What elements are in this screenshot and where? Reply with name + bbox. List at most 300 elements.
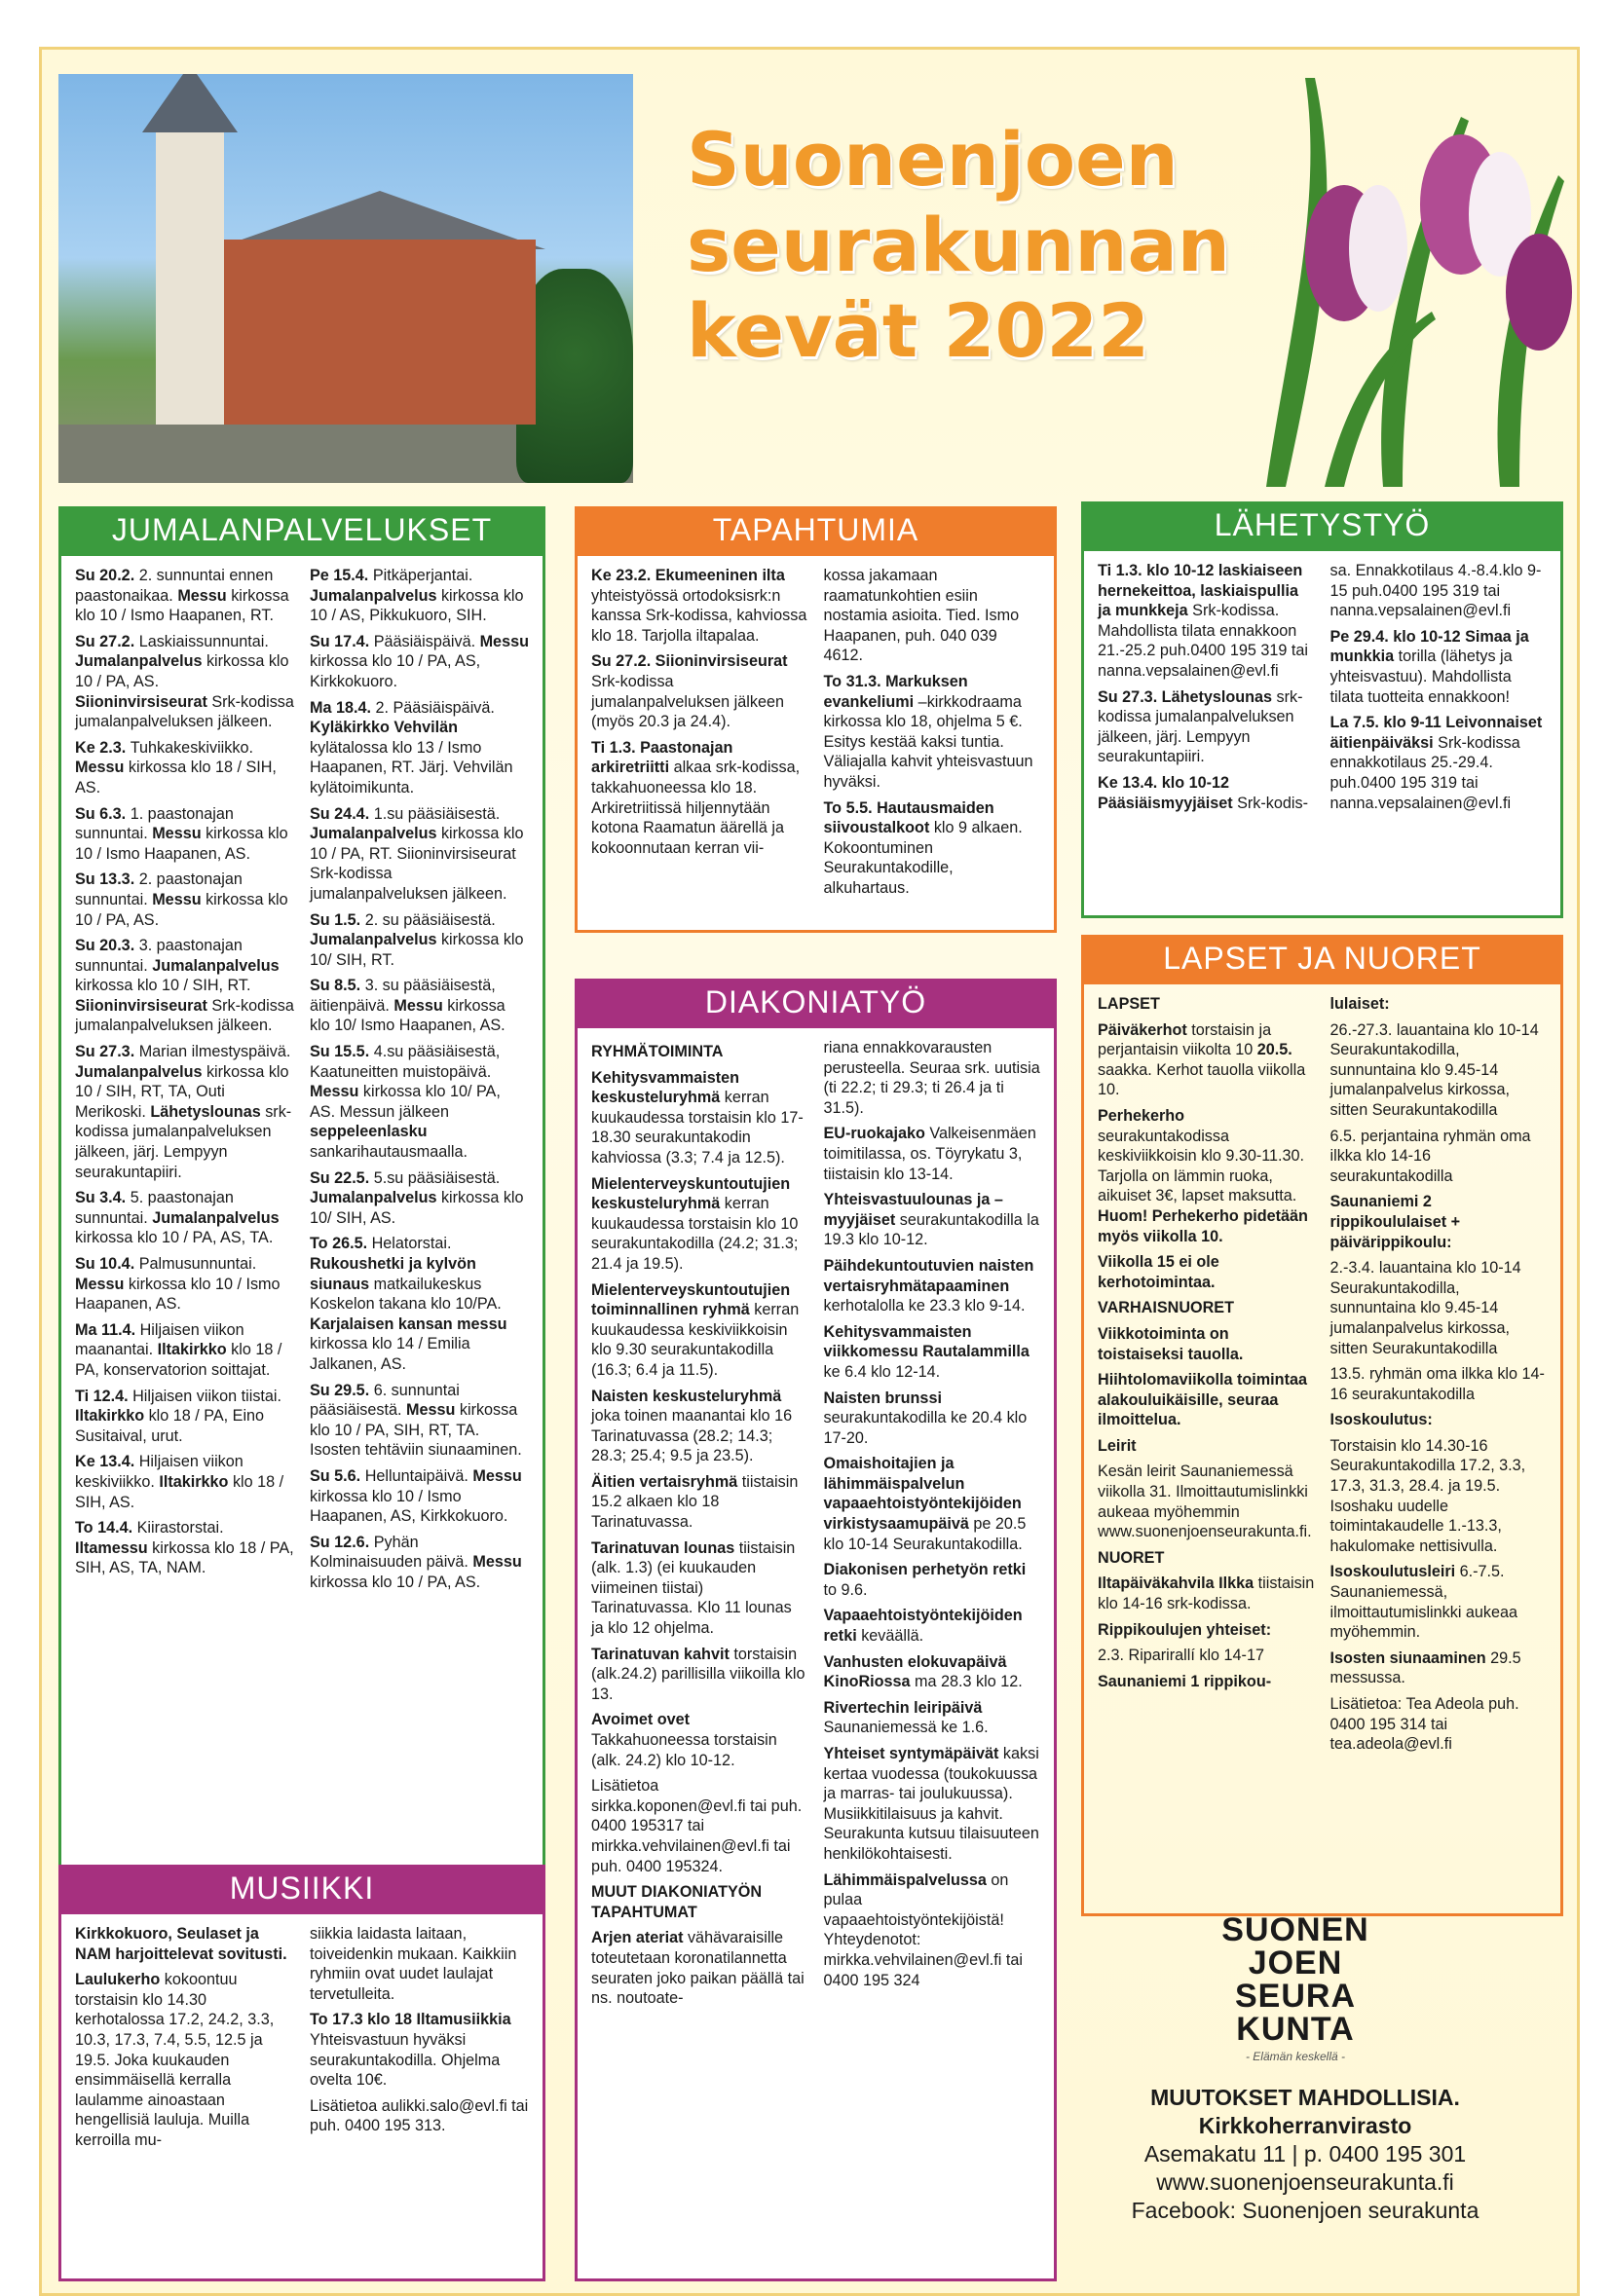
entry-text: kokoontuu torstaisin klo 14.30 kerhotalossa 17.2, 24.2, 3.3, 10.3, 17.3, 7.4, 5.5, 12.5 ja 19.5. Joka kuukauden ensimmäisellä kerralla laulamme ainoastaan hengellisiä lauluja. Muilla kerroilla mu- <box>75 1971 275 2149</box>
entry-bold: Iltakirkko <box>159 1472 229 1491</box>
entry <box>1098 1462 1315 1541</box>
entry-text: 2. sunnuntai ennen paastonaikaa. <box>75 567 274 605</box>
entry-text: tiistaisin 15.2 alkaen klo 18 Tarinatuvassa. <box>591 1472 799 1532</box>
section-tapahtumia <box>575 506 1057 933</box>
entry-bold: Lähimmäispalvelussa <box>823 1870 987 1889</box>
entry-text: klo 18 / SIH, AS. <box>75 1472 284 1511</box>
entry <box>1098 1574 1315 1613</box>
entry <box>824 1744 1041 1865</box>
entry-text: kirkossa klo 10 / Ismo Haapanen, AS. <box>75 1275 281 1314</box>
entry-text: kirkossa klo 14 / Emilia Jalkanen, AS. <box>310 1335 470 1373</box>
entry-text: torilla (lähetys ja yhteisvastuu). Mahdollista tilata tuotteita ennakkoon! <box>1329 648 1513 706</box>
entry <box>1098 1324 1315 1364</box>
entry <box>824 1256 1041 1316</box>
entry <box>310 976 529 1036</box>
entry-bold: Su 12.6. <box>310 1533 374 1551</box>
entry <box>1330 1436 1548 1557</box>
entry-bold: Messu <box>310 1083 359 1101</box>
entry-text: tiistaisin klo 14-16 srk-kodissa. <box>1098 1574 1315 1613</box>
entry <box>75 1387 294 1447</box>
entry-bold: Hiihtolomaviikolla toimintaa alakouluikäisille, seuraa ilmoittelua. <box>1098 1371 1307 1429</box>
entry-bold: Su 27.3. Lähetyslounas <box>1098 687 1273 706</box>
entry-bold: Viikkotoiminta on toistaiseksi tauolla. <box>1098 1324 1244 1363</box>
column-2 <box>824 566 1041 905</box>
entry <box>591 738 808 859</box>
footer-website-link[interactable]: www.suonenjoenseurakunta.fi <box>1156 2169 1454 2195</box>
entry-text: keväällä. <box>856 1627 924 1646</box>
entry-text: kerhotalolla ke 23.3 klo 9-14. <box>823 1297 1026 1315</box>
logo-line-2: JOEN <box>1248 1944 1343 1981</box>
entry-bold: Iltakirkko <box>75 1407 145 1426</box>
section-title: MUSIIKKI <box>58 1865 545 1911</box>
entry-text: siikkia laidasta laitaan, toiveidenkin mukaan. Kaikkiin ryhmiin ovat uudet laulajat tervetulleita. <box>310 1925 517 2003</box>
entry-bold: Messu <box>75 759 125 777</box>
entry <box>591 1174 808 1275</box>
entry-bold: Messu <box>479 632 529 650</box>
entry-text: sankarihautausmaalla. <box>310 1143 468 1162</box>
entry-bold: Tarinatuvan kahvit <box>591 1645 730 1663</box>
entry-text: seurakuntakodilla ke 20.4 klo 17-20. <box>823 1409 1028 1447</box>
entry-bold: Su 24.4. <box>310 804 374 823</box>
entry <box>1330 1694 1548 1755</box>
entry-bold: To 17.3 klo 18 Iltamusiikkia <box>310 2011 511 2029</box>
entry-text: Srk-kodissa jumalanpalveluksen jälkeen. <box>75 692 294 731</box>
entry-text: Srk-kodissa jumalanpalveluksen jälkeen (myös 20.3 ja 24.4). <box>591 672 784 731</box>
entry-text: Pääsiäispäivä. <box>373 632 480 650</box>
entry <box>1330 1127 1548 1187</box>
entry-text: Marian ilmestyspäivä. <box>138 1043 291 1061</box>
entry-bold: Ma 18.4. <box>310 698 376 717</box>
entry-text: srk-kodissa jumalanpalveluksen jälkeen, järj. Lempyyn seurakuntapiiri. <box>75 1102 292 1181</box>
entry-text: yhteistyössä ortodoksisrk:n kanssa Srk-kodissa, kahviossa klo 18. Tarjolla iltapalaa. <box>591 586 807 645</box>
entry-text: 6.-7.5. Saunaniemessä, ilmoittautumislinkki aukeaa myöhemmin. <box>1329 1563 1518 1642</box>
entry-text: klo 18 / PA, konservatorion soittajat. <box>75 1341 282 1379</box>
entry <box>1330 1648 1548 1688</box>
entry-text: kirkossa klo 10 / SIH, RT, TA, Outi Merikoski. <box>75 1062 289 1121</box>
entry <box>310 1234 529 1374</box>
entry-bold: Saunaniemi 2 rippikoululaiset + päivärippikoulu: <box>1329 1193 1461 1251</box>
entry-bold: Kehitysvammaisten keskusteluryhmä <box>591 1068 740 1107</box>
entry-bold: Rukoushetki ja kylvön siunaus <box>310 1255 476 1293</box>
entry-text: kirkossa klo 10/ SIH, RT. <box>310 931 524 969</box>
entry-text: Kiirastorstai. <box>136 1519 224 1537</box>
entry <box>1098 1252 1315 1292</box>
entry <box>824 566 1041 666</box>
entry-text: Kesän leirit Saunaniemessä viikolla 31. Ilmoittautumislinkki aukeaa myöhemmin www.suonenjoenseurakunta.fi. <box>1098 1463 1312 1541</box>
entry <box>310 910 529 971</box>
page-title <box>687 117 1232 374</box>
entry-text: pe 20.5 klo 10-14 Seurakuntakodilla. <box>823 1515 1027 1553</box>
entry-bold: Su 3.4. <box>75 1189 131 1207</box>
entry <box>75 1188 294 1248</box>
entry-bold: LAPSET <box>1098 995 1160 1013</box>
section-jumalanpalvelukset <box>58 506 545 1892</box>
entry-text: 6.5. perjantaina ryhmän oma ilkka klo 14-16 seurakuntakodilla <box>1329 1127 1531 1185</box>
entry-bold: Kirkkokuoro, Seulaset ja NAM harjoittelevat sovitusti. <box>75 1925 287 1963</box>
entry <box>75 1924 294 1964</box>
entry-bold: NUORET <box>1098 1548 1165 1567</box>
entry <box>591 1538 808 1639</box>
entry <box>310 1466 529 1527</box>
entry-text: 29.5 messussa. <box>1329 1648 1521 1687</box>
entry-bold: Jumalanpalvelus <box>75 652 203 671</box>
entry-text: Palmusunnuntai. <box>138 1255 257 1273</box>
section-musiikki <box>58 1865 545 2281</box>
entry-bold: Su 1.5. <box>310 910 365 929</box>
entry-text: Srk-kodissa jumalanpalveluksen jälkeen. <box>75 996 294 1035</box>
entry-text: Tuhkakeskiviikko. <box>130 738 253 757</box>
entry <box>310 1042 529 1163</box>
column-1 <box>591 1068 808 1877</box>
entry-text: torstaisin (alk.24.2) parillisilla viikoilla klo 13. <box>591 1645 805 1703</box>
entry-bold: Su 20.3. <box>75 937 139 955</box>
entry-text: vähävaraisille toteutetaan koronatilannetta seuraten joko paikan päällä tai ns. noutoate- <box>591 1929 805 2008</box>
entry <box>310 1924 529 2004</box>
entry <box>1098 994 1315 1015</box>
entry <box>1330 1410 1548 1430</box>
entry <box>1098 773 1315 813</box>
entry <box>1098 1548 1315 1569</box>
entry-bold: Su 6.3. <box>75 804 131 823</box>
entry <box>1330 1258 1548 1358</box>
entry-bold: Pe 29.4. klo 10-12 Simaa ja munkkia <box>1329 627 1529 666</box>
entry <box>1098 1298 1315 1318</box>
entry-text: Lisätietoa aulikki.salo@evl.fi tai puh. 0400 195 313. <box>310 2096 529 2135</box>
logo-line-1: SUONEN <box>1221 1911 1369 1948</box>
entry <box>824 1454 1041 1554</box>
entry <box>1330 1364 1548 1404</box>
column-1 <box>75 1924 294 2157</box>
footer-notice: MUUTOKSET MAHDOLLISIA. <box>1150 2085 1460 2110</box>
footer-facebook: Facebook: Suonenjoen seurakunta <box>1131 2198 1479 2223</box>
crocus-flowers-image <box>1208 58 1578 487</box>
entry-bold: Tarinatuvan lounas <box>591 1538 735 1557</box>
entry-text: saakka. Kerhot tauolla viikolla 10. <box>1098 1060 1306 1099</box>
entry-text: Hiljaisen viikon maanantai. <box>75 1320 244 1359</box>
entry-bold: Arjen ateriat <box>591 1929 684 1947</box>
entry-bold: Jumalanpalvelus <box>310 586 437 605</box>
entry-bold: La 7.5. klo 9-11 Leivonnaiset äitienpäiväksi <box>1329 714 1543 752</box>
column-1 <box>1098 561 1315 819</box>
entry-text: 4.su pääsiäisestä, Kaatuneitten muistopäivä. <box>310 1043 501 1081</box>
column-1-b <box>591 1928 808 2008</box>
entry <box>75 632 294 732</box>
entry-text: Saunaniemessä ke 1.6. <box>823 1719 989 1737</box>
contact-footer <box>1110 2084 1500 2225</box>
entry <box>824 1190 1041 1250</box>
entry-text: torstaisin ja perjantaisin viikolta 10 <box>1098 1020 1272 1059</box>
entry-bold: Jumalanpalvelus <box>310 931 437 949</box>
entry-text: kirkossa klo 10 / Ismo Haapanen, RT. <box>75 586 289 625</box>
entry <box>824 672 1041 793</box>
title-line-1: Suonenjoen <box>687 116 1179 203</box>
entry-bold: Su 29.5. <box>310 1381 374 1399</box>
entry-bold: Iltamessu <box>75 1538 148 1557</box>
entry-bold: Su 27.3. <box>75 1043 139 1061</box>
entry-bold: Mielenterveyskuntoutujien keskusteluryhmä <box>591 1174 791 1213</box>
entry <box>1330 561 1548 621</box>
entry <box>310 698 529 798</box>
entry <box>75 804 294 865</box>
entry-text: kylätalossa klo 13 / Ismo Haapanen, RT. Järj. Vehvilän kylätoimikunta. <box>310 738 513 796</box>
subheading-ryhmatoiminta: RYHMÄTOIMINTA <box>591 1043 724 1060</box>
entry-text: 5. paastonajan sunnuntai. <box>75 1189 234 1227</box>
entry-bold: Jumalanpalvelus <box>310 1189 437 1207</box>
entry <box>824 1038 1041 1118</box>
entry-text: kirkossa klo 10/ SIH, AS. <box>310 1189 524 1227</box>
entry-text: 3. su pääsiäisestä, äitienpäivä. <box>310 977 496 1015</box>
entry-text: 13.5. ryhmän oma ilkka klo 14-16 seurakuntakodilla <box>1329 1365 1545 1403</box>
entry <box>1098 1020 1315 1100</box>
entry <box>310 1168 529 1229</box>
entry <box>824 1389 1041 1449</box>
entry <box>1330 1020 1548 1121</box>
entry-bold: Omaishoitajien ja lähimmäispalvelun vapaaehtoistyöntekijöiden virkistysaamupäivä <box>823 1455 1022 1534</box>
logo-line-4: KUNTA <box>1236 2011 1355 2048</box>
entry-text: kirkossa klo 10 / PA, RT. Siioninvirsiseurat Srk-kodissa jumalanpalveluksen jälkeen. <box>310 825 524 903</box>
entry-bold: Leirit <box>1098 1436 1137 1455</box>
entry-text: Hiljaisen viikon keskiviikko. <box>75 1453 243 1491</box>
entry-bold: Siioninvirsiseurat <box>75 996 207 1015</box>
entry-bold: Su 10.4. <box>75 1255 139 1273</box>
entry-text: Pyhän Kolminaisuuden päivä. <box>310 1533 473 1572</box>
entry-text: 6. sunnuntai pääsiäisestä. <box>310 1381 460 1420</box>
entry-text: kirkossa klo 10/ PA, AS. Messun jälkeen <box>310 1083 501 1121</box>
entry-bold: Iltapäiväkahvila Ilkka <box>1098 1574 1254 1593</box>
entry <box>591 651 808 731</box>
entry-bold: 20.5. <box>1256 1041 1292 1059</box>
entry-bold: Su 27.2. Siioninvirsiseurat <box>591 652 788 671</box>
section-title: LÄHETYSTYÖ <box>1081 501 1563 548</box>
entry-bold: Diakonisen perhetyön retki <box>823 1561 1027 1579</box>
entry <box>591 1068 808 1168</box>
entry-bold: Messu <box>405 1401 456 1420</box>
entry-text: kerran kuukaudessa torstaisin klo 10 seurakuntakodilla (24.2; 31.3; 21.4 ja 19.5). <box>591 1195 799 1273</box>
entry-bold: Su 5.6. <box>310 1466 365 1485</box>
entry-text: Laskiaissunnuntai. <box>138 632 269 650</box>
entry <box>1330 1562 1548 1642</box>
entry-bold: Jumalanpalvelus <box>75 1062 203 1081</box>
entry-bold: Yhteiset syntymäpäivät <box>823 1745 999 1762</box>
entry <box>75 936 294 1036</box>
entry-text: kirkossa klo 10 / Ismo Haapanen, AS, Kirkkokuoro. <box>310 1487 508 1526</box>
entry-bold: Su 8.5. <box>310 977 365 995</box>
parish-logo <box>1198 1911 1393 2063</box>
entry-text: Srk-kodissa ennakkotilaus 25.-29.4. puh.0400 195 319 tai nanna.vepsalainen@evl.fi <box>1329 733 1520 812</box>
entry-bold: Ke 2.3. <box>75 738 131 757</box>
entry-bold: Ti 1.3. Paastonajan arkiretriitti <box>591 738 733 777</box>
entry-bold: Pe 15.4. <box>310 567 373 584</box>
entry <box>310 2010 529 2090</box>
entry-text: kirkossa klo 18 / PA, SIH, AS, TA, NAM. <box>75 1538 294 1577</box>
entry-bold: Messu <box>152 825 202 843</box>
entry-text: ke 6.4 klo 12-14. <box>823 1362 941 1381</box>
column-1 <box>591 566 808 905</box>
entry-text: Lisätietoa: Tea Adeola puh. 0400 195 314 tai tea.adeola@evl.fi <box>1329 1695 1519 1754</box>
entry-text: 1.su pääsiäisestä. <box>373 804 501 823</box>
entry-bold: Ti 1.3. klo 10-12 laskiaiseen hernekeittoa, laskiaispullia ja munkkeja <box>1098 562 1303 620</box>
entry-bold: Su 15.5. <box>310 1043 374 1061</box>
entry-bold: Su 27.2. <box>75 632 139 650</box>
column-1 <box>75 566 294 1599</box>
entry-bold: VARHAISNUORET <box>1098 1299 1234 1317</box>
section-title: JUMALANPALVELUKSET <box>58 506 545 553</box>
entry-bold: Jumalanpalvelus <box>152 956 280 975</box>
entry-text: kaksi kertaa vuodessa (toukokuussa ja marras- tai joulukuussa). Musiikkitilaisuus ja kahvit. Seurakunta kutsuu tilaisuuteen henkilökohtaisesti. <box>823 1745 1039 1863</box>
entry <box>824 1652 1041 1692</box>
title-line-3: kevät 2022 <box>687 287 1150 374</box>
entry <box>310 632 529 692</box>
entry-bold: Naisten brunssi <box>823 1389 942 1407</box>
entry <box>75 1452 294 1512</box>
entry-bold: Messu <box>177 586 227 605</box>
entry-text: Pitkäperjantai. <box>372 567 473 584</box>
entry-bold: To 31.3. Markuksen evankeliumi <box>823 672 968 711</box>
entry-text: 3. paastonajan sunnuntai. <box>75 937 243 975</box>
entry <box>1098 561 1315 682</box>
entry-bold: Naisten keskusteluryhmä <box>591 1387 782 1405</box>
entry-text: kirkossa klo 10/ Ismo Haapanen, AS. <box>310 996 505 1035</box>
entry-text: Helatorstai. <box>371 1235 452 1253</box>
entry-bold: Huom! Perhekerho pidetään myös viikolla 10. <box>1098 1206 1308 1245</box>
entry-text: 5.su pääsiäisestä. <box>373 1168 501 1187</box>
entry-text: kirkossa klo 10 / AS, Pikkukuoro, SIH. <box>310 586 524 625</box>
entry-bold: Jumalanpalvelus <box>310 825 437 843</box>
entry-text: Srk-kodissa. Mahdollista tilata ennakkoon 21.-25.2 puh.0400 195 319 tai nanna.vepsalainen@evl.fi <box>1098 602 1309 680</box>
entry <box>591 1472 808 1533</box>
entry-text: 2.-3.4. lauantaina klo 10-14 Seurakuntakodilla, sunnuntaina klo 9.45-14 jumalanpalvelus kirkossa, sitten Seurakuntakodilla <box>1329 1259 1521 1357</box>
entry-bold: Isosten siunaaminen <box>1329 1648 1486 1667</box>
entry-text: seurakuntakodilla la 19.3 klo 10-12. <box>823 1210 1039 1249</box>
entry-text: matkailukeskus Koskelon takana klo 10/PA. <box>310 1275 502 1314</box>
section-diakoniatyo <box>575 979 1057 2281</box>
entry-bold: Su 13.3. <box>75 870 139 889</box>
entry-bold: Päihdekuntoutuvien naisten vertaisryhmätapaaminen <box>823 1256 1034 1295</box>
entry <box>75 1970 294 2150</box>
section-title: DIAKONIATYÖ <box>575 979 1057 1025</box>
entry-text: riana ennakkovarausten perusteella. Seuraa srk. uutisia (ti 22.2; ti 29.3; ti 26.4 ja ti 31.5). <box>823 1039 1040 1117</box>
entry-text: 2. su pääsiäisestä. <box>364 910 496 929</box>
entry <box>591 1710 808 1770</box>
entry <box>591 566 808 646</box>
entry-text: Helluntaipäivä. <box>364 1466 473 1485</box>
entry-text: 1. paastonajan sunnuntai. <box>75 804 234 843</box>
entry-text: kossa jakamaan raamatunkohtien esiin nostamia asioita. Tied. Ismo Haapanen, puh. 040 039 4612. <box>823 567 1020 665</box>
entry <box>824 1698 1041 1738</box>
logo-slogan: - Elämän keskellä - <box>1245 2050 1346 2063</box>
entry <box>310 1381 529 1461</box>
church-photo <box>58 74 633 483</box>
entry-bold: Siioninvirsiseurat <box>75 692 207 711</box>
entry <box>1098 687 1315 767</box>
section-lahetystyo <box>1081 501 1563 918</box>
entry-text: to 9.6. <box>823 1580 868 1599</box>
entry-bold: Messu <box>152 890 202 908</box>
section-title: TAPAHTUMIA <box>575 506 1057 553</box>
entry <box>310 1533 529 1593</box>
entry-text: ma 28.3 klo 12. <box>910 1673 1023 1691</box>
entry <box>75 870 294 930</box>
entry-text: –kirkkodraama kirkossa klo 18, ohjelma 5 €. Esitys kestää kaksi tuntia. Väliajalla kahvit yhteisvastuun hyväksi. <box>823 692 1033 791</box>
entry-text: on pulaa vapaaehtoistyöntekijöistä! Yhteydenotot: mirkka.vehvilainen@evl.fi tai 0400 195 324 <box>823 1870 1023 1989</box>
entry-bold: Ma 11.4. <box>75 1320 140 1339</box>
entry <box>75 1254 294 1315</box>
column-2 <box>310 1924 529 2157</box>
entry-text: 2.3. Riparirallí klo 14-17 <box>1098 1647 1264 1665</box>
entry-bold: lulaiset: <box>1329 995 1390 1013</box>
entry <box>824 1124 1041 1184</box>
entry-bold: Karjalaisen kansan messu <box>310 1315 507 1333</box>
entry-text: kirkossa klo 10 / PA, AS. <box>75 890 288 929</box>
entry-bold: Isoskoulutus: <box>1329 1411 1433 1429</box>
entry-text: klo 9 alkaen. Kokoontuminen Seurakuntakodille, alkuhartaus. <box>823 819 1023 897</box>
entry-text: sa. Ennakkotilaus 4.-8.4.klo 9-15 puh.0400 195 319 tai nanna.vepsalainen@evl.fi <box>1329 562 1542 620</box>
entry-bold: Jumalanpalvelus <box>152 1208 280 1227</box>
entry-bold: Saunaniemi 1 rippikou- <box>1098 1672 1272 1690</box>
entry-text: kirkossa klo 10 / PA, AS. <box>310 1573 481 1591</box>
entry <box>591 1776 808 1876</box>
entry-text: kirkossa klo 18 / SIH, AS. <box>75 759 277 796</box>
entry-text: Hiljaisen viikon tiistai. <box>132 1387 282 1405</box>
entry-text: kerran kuukaudessa keskiviikkoisin klo 9.30 seurakuntakodilla (16.3; 6.4 ja 11.5). <box>591 1301 800 1379</box>
column-1 <box>1098 994 1315 1760</box>
entry-text: kirkossa klo 10 / PA, AS, Kirkkokuoro. <box>310 652 481 690</box>
entry-bold: Su 22.5. <box>310 1168 374 1187</box>
title-line-2: seurakunnan <box>687 202 1230 288</box>
entry-bold: Perhekerho <box>1098 1106 1185 1125</box>
section-lapset-ja-nuoret <box>1081 935 1563 1916</box>
entry <box>1330 713 1548 813</box>
entry <box>75 738 294 798</box>
entry-bold: Mielenterveyskuntoutujien toiminnallinen ryhmä <box>591 1280 791 1319</box>
entry-bold: Vanhusten elokuvapäivä KinoRiossa <box>823 1652 1007 1691</box>
entry-text: 26.-27.3. lauantaina klo 10-14 Seurakuntakodilla, sunnuntaina klo 9.45-14 jumalanpalvelus kirkossa, sitten Seurakuntakodilla <box>1329 1020 1539 1119</box>
entry <box>824 798 1041 899</box>
entry-bold: Ke 13.4. <box>75 1453 139 1471</box>
entry <box>824 1606 1041 1646</box>
entry-text: 2. Pääsiäispäivä. <box>375 698 495 717</box>
entry <box>591 1387 808 1466</box>
entry-text: 2. paastonajan sunnuntai. <box>75 870 243 908</box>
entry-text: Takkahuoneessa torstaisin (alk. 24.2) klo 10-12. <box>591 1731 777 1769</box>
entry-text: klo 18 / PA, Eino Susitaival, urut. <box>75 1407 265 1445</box>
entry-text: srk-kodissa jumalanpalveluksen jälkeen, järj. Lempyyn seurakuntapiiri. <box>1098 687 1303 766</box>
entry <box>75 566 294 626</box>
entry <box>310 2096 529 2136</box>
entry-bold: Messu <box>472 1553 522 1572</box>
entry <box>310 804 529 905</box>
entry <box>1098 1436 1315 1457</box>
entry-bold: Rivertechin leiripäivä <box>823 1698 983 1717</box>
entry-bold: To 26.5. <box>310 1235 372 1253</box>
entry-bold: Su 20.2. <box>75 567 139 584</box>
column-2 <box>1330 994 1548 1760</box>
entry-text: kirkossa klo 10 / PA, SIH, RT, TA. Isosten tehtäviin siunaaminen. <box>310 1401 522 1460</box>
section-title: LAPSET JA NUORET <box>1081 935 1563 981</box>
column-2 <box>824 1038 1041 2015</box>
entry-bold: Yhteisvastuulounas ja –myyjäiset <box>823 1191 1003 1229</box>
logo-line-3: SEURA <box>1234 1978 1357 2015</box>
entry-bold: To 5.5. Hautausmaiden siivoustalkoot <box>823 798 994 837</box>
entry-bold: Messu <box>472 1466 522 1485</box>
entry-bold: Viikolla 15 ei ole kerhotoimintaa. <box>1098 1253 1219 1291</box>
entry-bold: Avoimet ovet <box>591 1711 691 1729</box>
entry <box>1098 1646 1315 1666</box>
entry-bold: EU-ruokajako <box>823 1125 925 1143</box>
subheading-muut-tapahtumat: MUUT DIAKONIATYÖN TAPAHTUMAT <box>591 1883 763 1921</box>
entry-bold: Iltakirkko <box>157 1341 227 1359</box>
entry-bold: To 14.4. <box>75 1519 137 1537</box>
